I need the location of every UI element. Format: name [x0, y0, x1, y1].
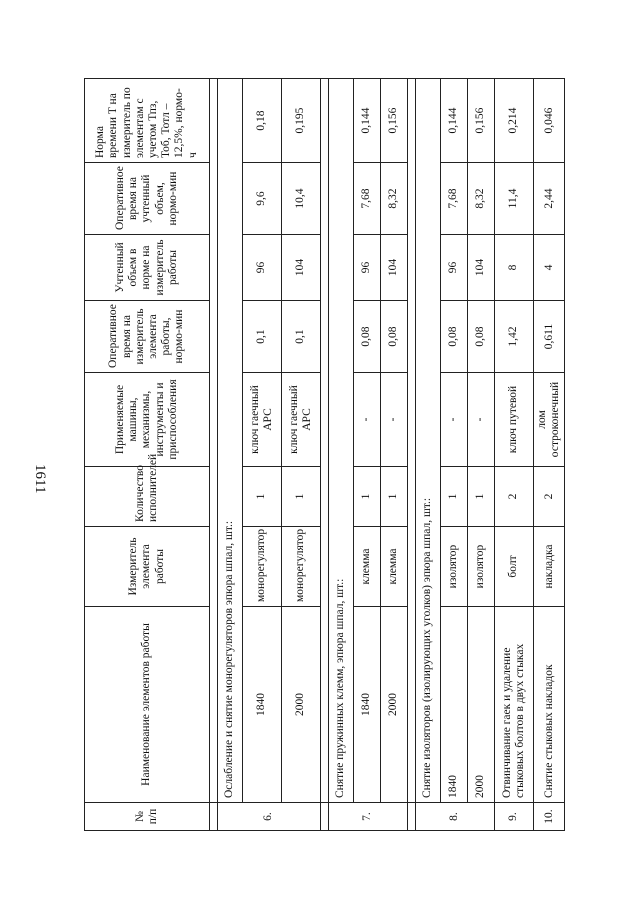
meter-cell: монорегулятор	[282, 527, 321, 607]
op-time-cell: 0,08	[441, 301, 468, 373]
section-title-row	[218, 79, 243, 831]
header-op-time-volume: Оперативное время на учтенный объем, нормо-мин	[85, 163, 210, 235]
op-time-cell: 0,611	[534, 301, 565, 373]
workers-cell: 1	[441, 467, 468, 527]
section-title: Снятие изоляторов (изолирующих уголков) эпюра шпал, шт.:	[416, 79, 441, 803]
spacer-row	[210, 79, 218, 831]
volume-cell: 104	[381, 235, 408, 301]
volume-cell: 104	[468, 235, 495, 301]
header-tools: Применяемые машины, механизмы, инструменты и приспособления	[85, 373, 210, 467]
table-row	[243, 79, 282, 831]
tools-cell: -	[381, 373, 408, 467]
tools-cell: ключ гаечный АРС	[243, 373, 282, 467]
op-time-cell: 0,08	[468, 301, 495, 373]
time-norm-cell: 0,18	[243, 79, 282, 163]
row-number: 10.	[534, 803, 565, 831]
op-time-volume-cell: 7,68	[354, 163, 381, 235]
op-time-volume-cell: 9,6	[243, 163, 282, 235]
spacer-row	[321, 79, 329, 831]
header-workers: Количество исполнителей	[85, 467, 210, 527]
section-title: Ослабление и снятие монорегуляторов эпюра шпал, шт.:	[218, 79, 243, 803]
row-number: 8.	[416, 803, 495, 831]
meter-cell: клемма	[381, 527, 408, 607]
time-norm-cell: 0,195	[282, 79, 321, 163]
tools-cell: -	[468, 373, 495, 467]
op-time-volume-cell: 11,4	[495, 163, 534, 235]
norms-table-container	[84, 79, 562, 831]
time-norm-cell: 0,144	[354, 79, 381, 163]
time-norm-cell: 0,214	[495, 79, 534, 163]
tools-cell: ключ путевой	[495, 373, 534, 467]
time-norm-cell: 0,156	[468, 79, 495, 163]
table-row	[468, 79, 495, 831]
time-norm-cell: 0,046	[534, 79, 565, 163]
norms-table	[84, 78, 565, 831]
work-element-cell: 2000	[282, 607, 321, 803]
tools-cell: -	[354, 373, 381, 467]
meter-cell: изолятор	[468, 527, 495, 607]
workers-cell: 2	[534, 467, 565, 527]
volume-cell: 96	[354, 235, 381, 301]
op-time-volume-cell: 8,32	[381, 163, 408, 235]
op-time-cell: 0,08	[354, 301, 381, 373]
meter-cell: изолятор	[441, 527, 468, 607]
table-header-row	[85, 79, 210, 831]
header-volume: Учтенный объем в норме на измеритель работы	[85, 235, 210, 301]
volume-cell: 4	[534, 235, 565, 301]
work-element-cell: 2000	[468, 607, 495, 803]
volume-cell: 8	[495, 235, 534, 301]
meter-cell: монорегулятор	[243, 527, 282, 607]
work-element-cell: 2000	[381, 607, 408, 803]
op-time-volume-cell: 2,44	[534, 163, 565, 235]
workers-cell: 1	[468, 467, 495, 527]
workers-cell: 1	[282, 467, 321, 527]
row-number: 9.	[495, 803, 534, 831]
tools-cell: лом остроконечный	[534, 373, 565, 467]
table-row	[282, 79, 321, 831]
header-work-element: Наименование элементов работы	[85, 607, 210, 803]
table-row	[354, 79, 381, 831]
header-time-norm: Норма времени T на измеритель по элементам с учетом Тпз, Тоб, Тотл – 12,5%, нормо-ч	[85, 79, 210, 163]
header-op-time: Оперативное время на измеритель элемента работы, нормо-мин	[85, 301, 210, 373]
section-title-row	[329, 79, 354, 831]
workers-cell: 1	[381, 467, 408, 527]
workers-cell: 1	[243, 467, 282, 527]
row-number: 7.	[329, 803, 408, 831]
meter-cell: болт	[495, 527, 534, 607]
tools-cell: -	[441, 373, 468, 467]
op-time-cell: 0,1	[243, 301, 282, 373]
op-time-volume-cell: 7,68	[441, 163, 468, 235]
work-element-cell: 1840	[243, 607, 282, 803]
section-title: Снятие пружинных клемм, эпюра шпал, шт.:	[329, 79, 354, 803]
header-meter: Измеритель элемента работы	[85, 527, 210, 607]
rotated-table-frame	[84, 79, 562, 831]
work-element-cell: 1840	[354, 607, 381, 803]
workers-cell: 2	[495, 467, 534, 527]
work-element-cell: 1840	[441, 607, 468, 803]
table-row	[495, 79, 534, 831]
header-no: № п/п	[85, 803, 210, 831]
op-time-cell: 0,08	[381, 301, 408, 373]
table-row	[441, 79, 468, 831]
volume-cell: 104	[282, 235, 321, 301]
tools-cell: ключ гаечный АРС	[282, 373, 321, 467]
row-number: 6.	[218, 803, 321, 831]
op-time-cell: 1,42	[495, 301, 534, 373]
spacer-row	[408, 79, 416, 831]
op-time-volume-cell: 10,4	[282, 163, 321, 235]
time-norm-cell: 0,156	[381, 79, 408, 163]
time-norm-cell: 0,144	[441, 79, 468, 163]
section-title-row	[416, 79, 441, 831]
table-row	[534, 79, 565, 831]
table-row	[381, 79, 408, 831]
op-time-cell: 0,1	[282, 301, 321, 373]
op-time-volume-cell: 8,32	[468, 163, 495, 235]
meter-cell: накладка	[534, 527, 565, 607]
meter-cell: клемма	[354, 527, 381, 607]
page-number: 1611	[32, 464, 48, 494]
volume-cell: 96	[243, 235, 282, 301]
workers-cell: 1	[354, 467, 381, 527]
work-element-cell: Снятие стыковых накладок	[534, 607, 565, 803]
volume-cell: 96	[441, 235, 468, 301]
work-element-cell: Отвинчивание гаек и удаление стыковых болтов в двух стыках	[495, 607, 534, 803]
